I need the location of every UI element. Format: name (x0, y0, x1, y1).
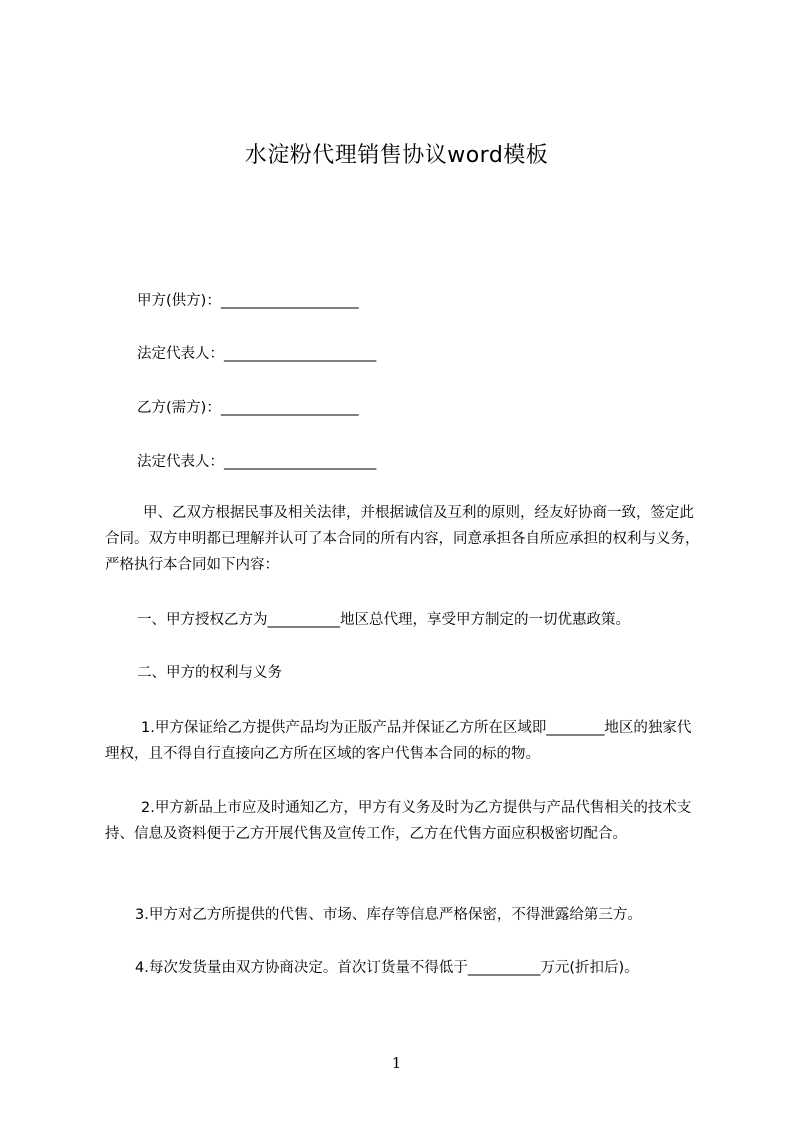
party-a-representative-line: 法定代表人：_____________________ (137, 346, 377, 362)
party-b-representative-line: 法定代表人：_____________________ (137, 454, 377, 470)
clause-1: 一、甲方授权乙方为__________地区总代理，享受甲方制定的一切优惠政策。 (137, 612, 630, 628)
party-a-line: 甲方(供方)：___________________ (137, 293, 359, 309)
clause-2-item-1: 1.甲方保证给乙方提供产品均为正版产品并保证乙方所在区域即________地区的独家代理权，且不得自行直接向乙方所在区域的客户代售本合同的标的物。 (105, 720, 692, 762)
clause-2-item-3: 3.甲方对乙方所提供的代售、市场、库存等信息严格保密，不得泄露给第三方。 (135, 907, 642, 923)
clause-2-item-4: 4.每次发货量由双方协商决定。首次订货量不得低于__________万元(折扣后)。 (135, 960, 639, 976)
intro-paragraph: 甲、乙双方根据民事及相关法律，并根据诚信及互利的原则，经友好协商一致，签定此合同。双方申明都已理解并认可了本合同的所有内容，同意承担各自所应承担的权利与义务，严格执行本合同如下内容： (105, 505, 700, 573)
document-title: 水淀粉代理销售协议word模板 (244, 143, 549, 168)
page-number: 1 (391, 1054, 402, 1072)
clause-2-heading: 二、甲方的权利与义务 (137, 665, 282, 681)
party-b-line: 乙方(需方)：___________________ (137, 400, 359, 416)
clause-2-item-2: 2.甲方新品上市应及时通知乙方，甲方有义务及时为乙方提供与产品代售相关的技术支持、信息及资料便于乙方开展代售及宣传工作，乙方在代售方面应积极密切配合。 (105, 800, 692, 842)
